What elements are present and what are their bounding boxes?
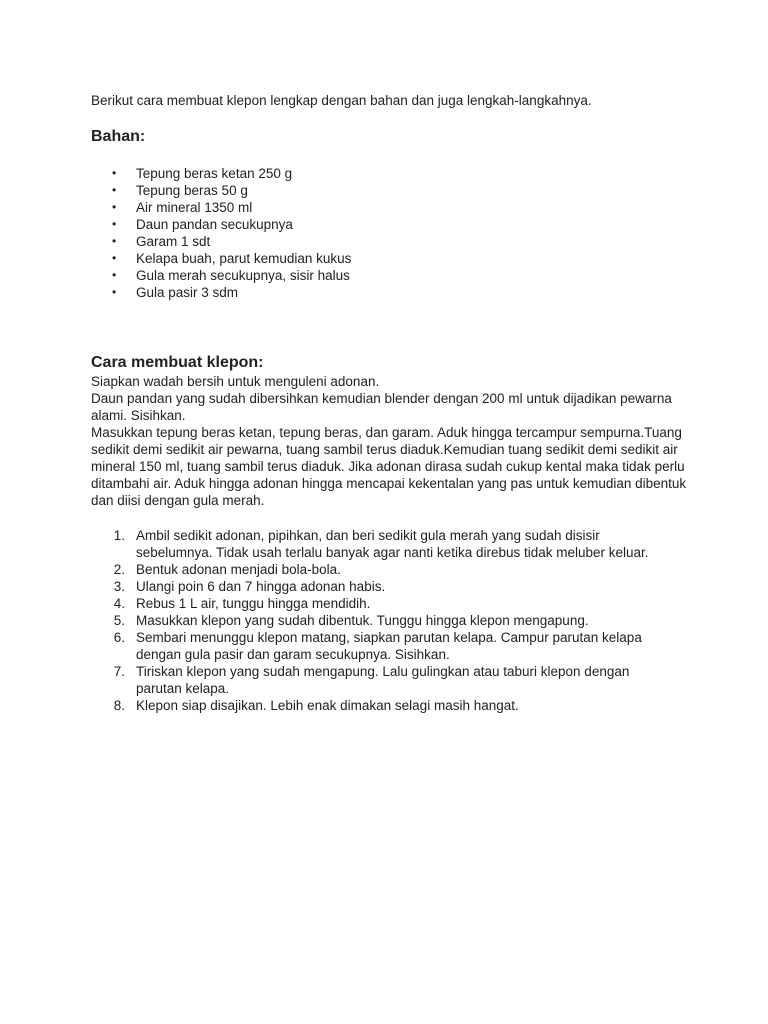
step-number: 4.: [113, 596, 125, 611]
step-item: [91, 697, 691, 714]
step-number: 7.: [113, 664, 125, 679]
cara-heading: Cara membuat klepon:: [91, 354, 264, 371]
instruction-paragraph: Siapkan wadah bersih untuk menguleni adonan.: [91, 374, 380, 389]
ingredient-item: • Tepung beras ketan 250 g: [91, 165, 691, 182]
instruction-paragraph: Daun pandan yang sudah dibersihkan kemudian blender dengan 200 ml untuk dijadikan pewarna alami. Sisihkan.: [91, 391, 672, 423]
step-text: Rebus 1 L air, tunggu hingga mendidih.: [136, 596, 371, 611]
step-number: 5.: [113, 613, 125, 628]
step-item: [91, 578, 691, 595]
ingredient-list: [91, 165, 691, 301]
step-text: Ulangi poin 6 dan 7 hingga adonan habis.: [136, 579, 386, 594]
bahan-heading: Bahan:: [91, 128, 146, 145]
step-number: 1.: [113, 528, 125, 543]
step-item: [91, 527, 691, 561]
step-item: [91, 595, 691, 612]
step-number: 8.: [113, 698, 125, 713]
step-text: Masukkan klepon yang sudah dibentuk. Tunggu hingga klepon mengapung.: [136, 613, 589, 628]
intro-text: Berikut cara membuat klepon lengkap dengan bahan dan juga lengkah-langkahnya.: [91, 93, 592, 108]
step-number: 2.: [113, 562, 125, 577]
ingredient-item: • Air mineral 1350 ml: [91, 199, 691, 216]
step-text: Ambil sedikit adonan, pipihkan, dan beri sedikit gula merah yang sudah disisir sebelumnya. Tidak usah terlalu banyak agar nanti ketika direbus tidak meluber keluar.: [136, 528, 649, 560]
step-number: 6.: [113, 630, 125, 645]
step-text: Klepon siap disajikan. Lebih enak dimakan selagi masih hangat.: [136, 698, 519, 713]
step-text: Bentuk adonan menjadi bola-bola.: [136, 562, 341, 577]
step-item: [91, 561, 691, 578]
step-item: [91, 663, 691, 697]
step-text: Sembari menunggu klepon matang, siapkan parutan kelapa. Campur parutan kelapa dengan gula pasir dan garam secukupnya. Sisihkan.: [136, 630, 642, 662]
ingredient-item: • Kelapa buah, parut kemudian kukus: [91, 250, 691, 267]
steps-list: [91, 527, 691, 714]
ingredient-item: • Tepung beras 50 g: [91, 182, 691, 199]
step-item: [91, 612, 691, 629]
instruction-paragraph: Masukkan tepung beras ketan, tepung beras, dan garam. Aduk hingga tercampur sempurna.Tuang sedikit demi sedikit air pewarna, tuang sambil terus diaduk.Kemudian tuang sedikit demi sedikit air mineral 150 ml, tuang sambil terus diaduk. Jika adonan dirasa sudah cukup kental maka tidak perlu ditambahi air. Aduk hingga adonan hingga mencapai kekentalan yang pas untuk kemudian dibentuk dan diisi dengan gula merah.: [91, 425, 687, 508]
ingredient-item: • Gula pasir 3 sdm: [91, 284, 691, 301]
step-number: 3.: [113, 579, 125, 594]
step-text: Tiriskan klepon yang sudah mengapung. Lalu gulingkan atau taburi klepon dengan parutan kelapa.: [136, 664, 630, 696]
ingredient-item: • Daun pandan secukupnya: [91, 216, 691, 233]
ingredient-item: • Garam 1 sdt: [91, 233, 691, 250]
document-page: [91, 92, 691, 714]
step-item: [91, 629, 691, 663]
ingredient-item: • Gula merah secukupnya, sisir halus: [91, 267, 691, 284]
